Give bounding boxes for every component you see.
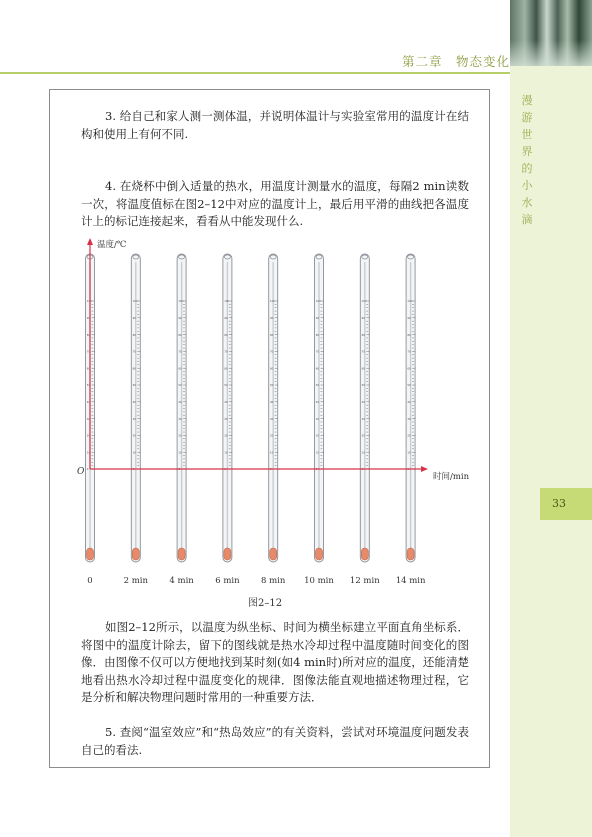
scale-label: 30 — [132, 417, 136, 421]
scale-label: 70 — [407, 350, 411, 354]
scale-label: 60 — [361, 367, 365, 371]
scale-label: 80 — [178, 333, 182, 337]
scale-label: 60 — [270, 367, 274, 371]
x-tick-label: 4 min — [169, 576, 194, 586]
scale-label: 20 — [224, 434, 228, 438]
scale-label: 20 — [132, 434, 136, 438]
scale-label: 0 — [361, 468, 364, 472]
scale-label: 90 — [86, 317, 91, 320]
scale-label: 60 — [407, 367, 411, 371]
chapter-header: 第二章 物态变化 — [401, 54, 510, 69]
scale-label: 90 — [270, 317, 274, 320]
scale-label: 20 — [178, 434, 182, 438]
scale-label: 70 — [224, 350, 228, 354]
x-tick-label: 12 min — [349, 576, 380, 586]
scale-label: 80 — [270, 333, 274, 337]
scale-label: 80 — [361, 333, 365, 337]
scale-label: 30 — [224, 417, 228, 421]
scale-label: 70 — [270, 350, 274, 354]
scale-label: 40 — [132, 401, 136, 404]
thermometer-bulb — [178, 548, 185, 560]
scale-label: 30 — [315, 417, 320, 421]
scale-label: 20 — [270, 434, 274, 438]
scale-label: 40 — [315, 401, 320, 404]
scale-label: 10 — [315, 451, 320, 455]
scale-label: 10 — [178, 451, 182, 455]
x-tick-label: 8 min — [261, 576, 286, 586]
scale-label: 60 — [132, 367, 136, 371]
scale-label: 90 — [361, 317, 365, 320]
scale-label: 90 — [178, 317, 182, 320]
scale-label: 0 — [86, 468, 89, 472]
scale-label: 70 — [315, 350, 320, 354]
x-tick-label: 14 min — [395, 576, 426, 586]
scale-label: 10 — [270, 451, 274, 455]
scale-label: 80 — [86, 333, 91, 337]
scale-label: 100 — [361, 300, 367, 304]
scale-label: 30 — [178, 417, 182, 421]
x-tick-label: 6 min — [215, 576, 240, 586]
scale-label: 80 — [224, 333, 228, 337]
scale-label: 90 — [132, 317, 136, 320]
scale-label: 10 — [224, 451, 228, 455]
scale-label: 100 — [315, 300, 321, 304]
scale-label: 80 — [407, 333, 411, 337]
scale-label: 60 — [178, 367, 182, 371]
thermometer-bulb — [224, 548, 231, 560]
x-axis-arrow — [421, 466, 428, 472]
figure-caption: 图2–12 — [248, 598, 283, 609]
scale-label: 40 — [224, 401, 228, 404]
scale-label: 30 — [270, 417, 274, 421]
scale-label: 0 — [315, 468, 318, 472]
scale-label: 90 — [407, 317, 411, 320]
scale-label: 10 — [407, 451, 411, 455]
scale-label: 50 — [224, 384, 228, 388]
scale-label: 100 — [132, 300, 138, 304]
thermometer-bulb — [361, 548, 368, 560]
scale-label: 10 — [361, 451, 365, 455]
scale-label: 20 — [407, 434, 411, 438]
scale-label: 0 — [407, 468, 410, 472]
scale-label: 30 — [407, 417, 411, 421]
scale-label: 100 — [178, 300, 184, 304]
scale-label: 20 — [86, 434, 91, 438]
thermometer-bulb — [270, 548, 277, 560]
scale-label: 70 — [178, 350, 182, 354]
scale-label: 60 — [224, 367, 228, 371]
scale-label: 80 — [132, 333, 136, 337]
scale-label: 70 — [132, 350, 136, 354]
thermometer-bulb — [132, 548, 139, 560]
scale-label: 70 — [361, 350, 365, 354]
scale-label: 40 — [178, 401, 182, 404]
x-tick-label: 0 — [87, 576, 93, 586]
x-tick-label: 10 min — [304, 576, 334, 586]
scale-label: 10 — [132, 451, 136, 455]
x-axis-label: 时间/min — [433, 472, 470, 482]
scale-label: 30 — [361, 417, 365, 421]
y-axis-label: 温度/℃ — [97, 240, 127, 250]
scale-label: 80 — [315, 333, 320, 337]
scale-label: 70 — [86, 350, 91, 354]
thermometer-bulb — [316, 548, 323, 560]
scale-label: 20 — [315, 434, 320, 438]
scale-label: 100 — [224, 300, 230, 304]
scale-label: 50 — [407, 384, 411, 388]
scale-label: 100 — [86, 300, 92, 304]
scale-label: 0 — [224, 468, 226, 472]
scale-label: 60 — [315, 367, 320, 371]
thermometer-bulb — [87, 548, 94, 560]
exercise-item-3: 3. 给自己和家人测一测体温，并说明体温计与实验室常用的温度计在结构和使用上有何不同. — [81, 109, 469, 141]
sidebar-section-title: 漫游世界的小水滴 — [521, 94, 533, 226]
scale-label: 40 — [407, 401, 411, 404]
scale-label: 100 — [270, 300, 275, 304]
exercise-item-4: 4. 在烧杯中倒入适量的热水，用温度计测量水的温度，每隔2 min读数一次，将温度值标在图2–12中对应的温度计上，最后用平滑的曲线把各温度计上的标记连接起来，看看从中能发现什么. — [81, 179, 469, 229]
scale-label: 90 — [224, 317, 228, 320]
scale-label: 40 — [270, 401, 274, 404]
exercise-item-5: 5. 查阅“温室效应”和“热岛效应”的有关资料，尝试对环境温度问题发表自己的看法. — [81, 725, 469, 757]
scale-label: 10 — [86, 451, 91, 455]
explanation-paragraph: 如图2–12所示，以温度为纵坐标、时间为横坐标建立平面直角坐标系．将图中的温度计除去，留下的图线就是热水冷却过程中温度随时间变化的图像．由图像不仅可以方便地找到某时刻(如4 min时)所对应的温度，还能清楚地看出热水冷却过程中温度变化的规律．图像法能直观地描述物理过程，它是分析和解决物理问题时常用的一种重要方法． — [81, 620, 469, 705]
y-axis-arrow — [87, 238, 93, 245]
x-tick-label: 2 min — [123, 576, 148, 586]
scale-label: 0 — [132, 468, 135, 472]
scale-label: 20 — [361, 434, 365, 438]
scale-label: 50 — [86, 384, 91, 388]
scale-label: 50 — [361, 384, 365, 388]
scale-label: 30 — [86, 417, 91, 421]
scale-label: 40 — [361, 401, 365, 404]
scale-label: 50 — [270, 384, 274, 388]
scale-label: 0 — [178, 468, 181, 472]
thermometer-bulb — [407, 548, 414, 560]
scale-label: 50 — [178, 384, 182, 388]
scale-label: 50 — [315, 384, 320, 388]
scale-label: 100 — [407, 300, 413, 304]
page-number: 33 — [552, 497, 566, 510]
scale-label: 50 — [132, 384, 136, 388]
scale-label: 40 — [86, 401, 91, 404]
scale-label: 0 — [270, 468, 272, 472]
origin-label: O — [77, 467, 85, 477]
scale-label: 90 — [315, 317, 320, 320]
scale-label: 60 — [86, 367, 91, 371]
